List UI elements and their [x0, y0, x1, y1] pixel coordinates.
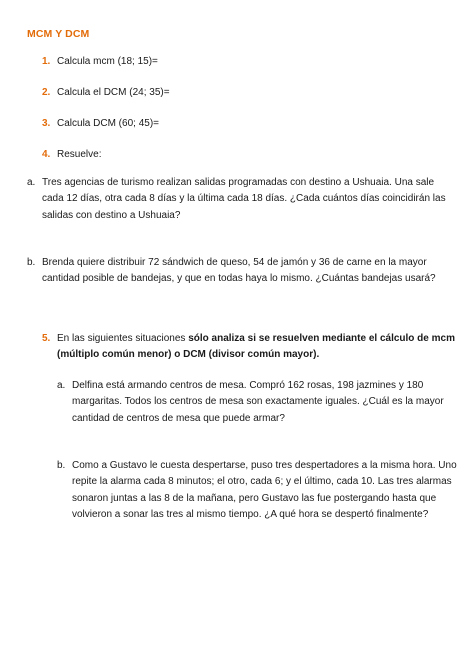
question-4 [42, 148, 101, 161]
question-number: 2. [42, 87, 51, 98]
sub-label: b. [57, 460, 66, 471]
sub-text: Como a Gustavo le cuesta despertarse, puso tres despertadores a la misma hora. Uno repite la alarma cada 8 minutos; el otro, cada 6; y el último, cada 10. Las tres alarmas sonaron juntas a las 8 de la mañana, pero Gustavo las fue postergando hasta que volvieron a sonar las tres al mismo tiempo. ¿A qué hora se despertó finalmente? [72, 460, 457, 521]
sub-label: a. [27, 177, 36, 188]
sub-label: a. [57, 380, 66, 391]
question-4a [27, 175, 457, 224]
question-number: 5. [42, 333, 51, 344]
question-number: 1. [42, 56, 51, 67]
question-text: Calcula DCM (60; 45)= [57, 118, 159, 129]
question-text: Calcula el DCM (24; 35)= [57, 87, 170, 98]
question-text: En las siguientes situaciones [57, 333, 189, 344]
question-2 [42, 86, 170, 99]
question-text: Calcula mcm (18; 15)= [57, 56, 158, 67]
question-5b [57, 458, 462, 524]
question-3 [42, 117, 159, 130]
question-5 [42, 331, 462, 364]
question-number: 3. [42, 118, 51, 129]
question-text: Resuelve: [57, 149, 102, 160]
question-number: 4. [42, 149, 51, 160]
sub-text: Delfina está armando centros de mesa. Compró 162 rosas, 198 jazmines y 180 margaritas. Todos los centros de mesa son exactamente iguales. ¿Cuál es la mayor cantidad de centros de mesa que puede armar? [72, 380, 444, 424]
question-5a [57, 378, 462, 427]
worksheet-title: MCM Y DCM [27, 28, 90, 40]
sub-text: Brenda quiere distribuir 72 sándwich de queso, 54 de jamón y 36 de carne en la mayor cantidad posible de bandejas, y que en todas haya lo mismo. ¿Cuántas bandejas usará? [42, 257, 436, 285]
question-4b [27, 255, 457, 288]
question-1 [42, 55, 158, 68]
sub-label: b. [27, 257, 36, 268]
sub-text: Tres agencias de turismo realizan salidas programadas con destino a Ushuaia. Una sale cada 12 días, otra cada 8 días y la última cada 18 días. ¿Cada cuántos días coincidirán las salidas con destino a Ushuaia? [42, 177, 446, 221]
question-text-bold: sólo analiza si se resuelven mediante el cálculo de mcm (múltiplo común menor) o DCM (divisor común mayor). [57, 333, 455, 361]
